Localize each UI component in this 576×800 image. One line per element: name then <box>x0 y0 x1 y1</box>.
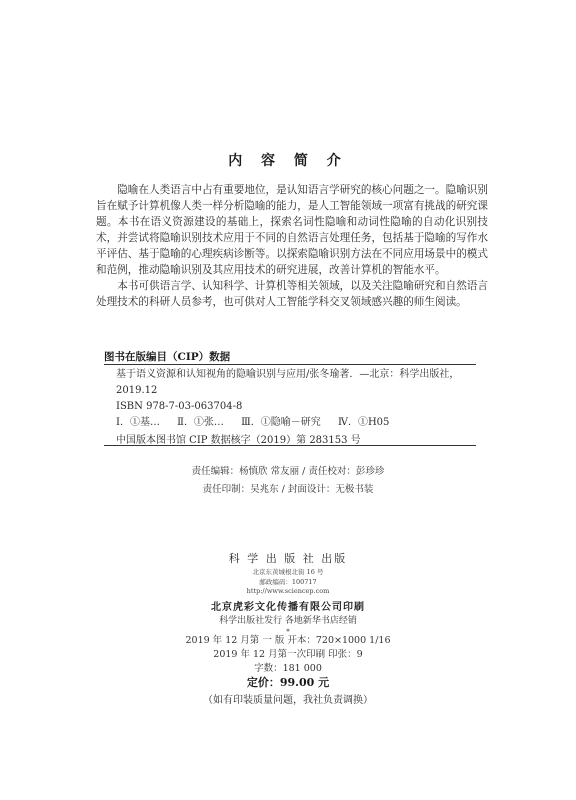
summary-title: 内 容 简 介 <box>228 153 348 169</box>
publisher-name: 科 学 出 版 社 出版 <box>228 552 348 565</box>
price: 定价：99.00 元 <box>246 676 330 689</box>
cip-class-item: Ⅳ．①H05 <box>337 417 390 428</box>
cip-class-item: Ⅲ．①隐喻－研究 <box>241 417 321 428</box>
cip-classification <box>116 415 466 431</box>
cip-bottom-rule <box>104 445 476 446</box>
publisher-postcode: 邮政编码：100717 <box>259 578 317 586</box>
credits-production: 责任印制：吴兆东 / 封面设计：无极书装 <box>202 484 374 495</box>
edition-line-1: 2019 年 12 月第 一 版 开本：720×1000 1/16 <box>185 635 391 646</box>
cip-top-rule <box>104 364 476 365</box>
publisher-address: 北京东黄城根北街 16 号 <box>252 568 324 576</box>
cip-number: 中国版本图书馆 CIP 数据核字（2019）第 283153 号 <box>116 435 361 446</box>
cip-isbn: ISBN 978-7-03-063704-8 <box>116 401 243 412</box>
edition-word-count: 字数：181 000 <box>254 663 322 674</box>
edition-line-2: 2019 年 12 月第一次印刷 印张：9 <box>213 649 363 660</box>
credits-editors: 责任编辑：杨慎欣 常友丽 / 责任校对：彭珍珍 <box>191 466 385 477</box>
separator-star: * <box>286 628 290 636</box>
summary-paragraph-2: 本书可供语言学、认知科学、计算机等相关领域，以及关注隐喻研究和自然语言处理技术的科研人员参考，也可供对人工智能学科交叉领域感兴趣的师生阅读。 <box>96 280 488 308</box>
distribution-line: 科学出版社发行 各地新华书店经销 <box>219 616 357 626</box>
summary-paragraph-1: 隐喻在人类语言中占有重要地位，是认知语言学研究的核心问题之一。隐喻识别旨在赋予计算机像人类一样分析隐喻的能力，是人工智能领域一项富有挑战的研究课题。本书在语义资源建设的基础上，探索名词性隐喻和动词性隐喻的自动化识别技术，并尝试将隐喻识别技术应用于不同的自然语言处理任务，包括基于隐喻的写作水平评估、基于隐喻的心理疾病诊断等。以探索隐喻识别方法在不同应用场景中的模式和范例，推动隐喻识别及其应用技术的研究进展，改善计算机的智能水平。 <box>96 184 488 276</box>
publisher-website: http://www.sciencep.com <box>246 587 330 595</box>
cip-class-item: Ⅰ．①基… <box>116 417 160 428</box>
printer-line: 北京虎彩文化传播有限公司印刷 <box>211 602 365 613</box>
quality-notice: （如有印装质量问题，我社负责调换） <box>203 695 373 706</box>
cip-heading: 图书在版编目（CIP）数据 <box>104 351 231 363</box>
cip-class-item: Ⅱ．①张… <box>177 417 224 428</box>
cip-main-entry: 基于语义资源和认知视角的隐喻识别与应用/张冬瑜著．—北京：科学出版社，2019.12 <box>116 369 460 396</box>
